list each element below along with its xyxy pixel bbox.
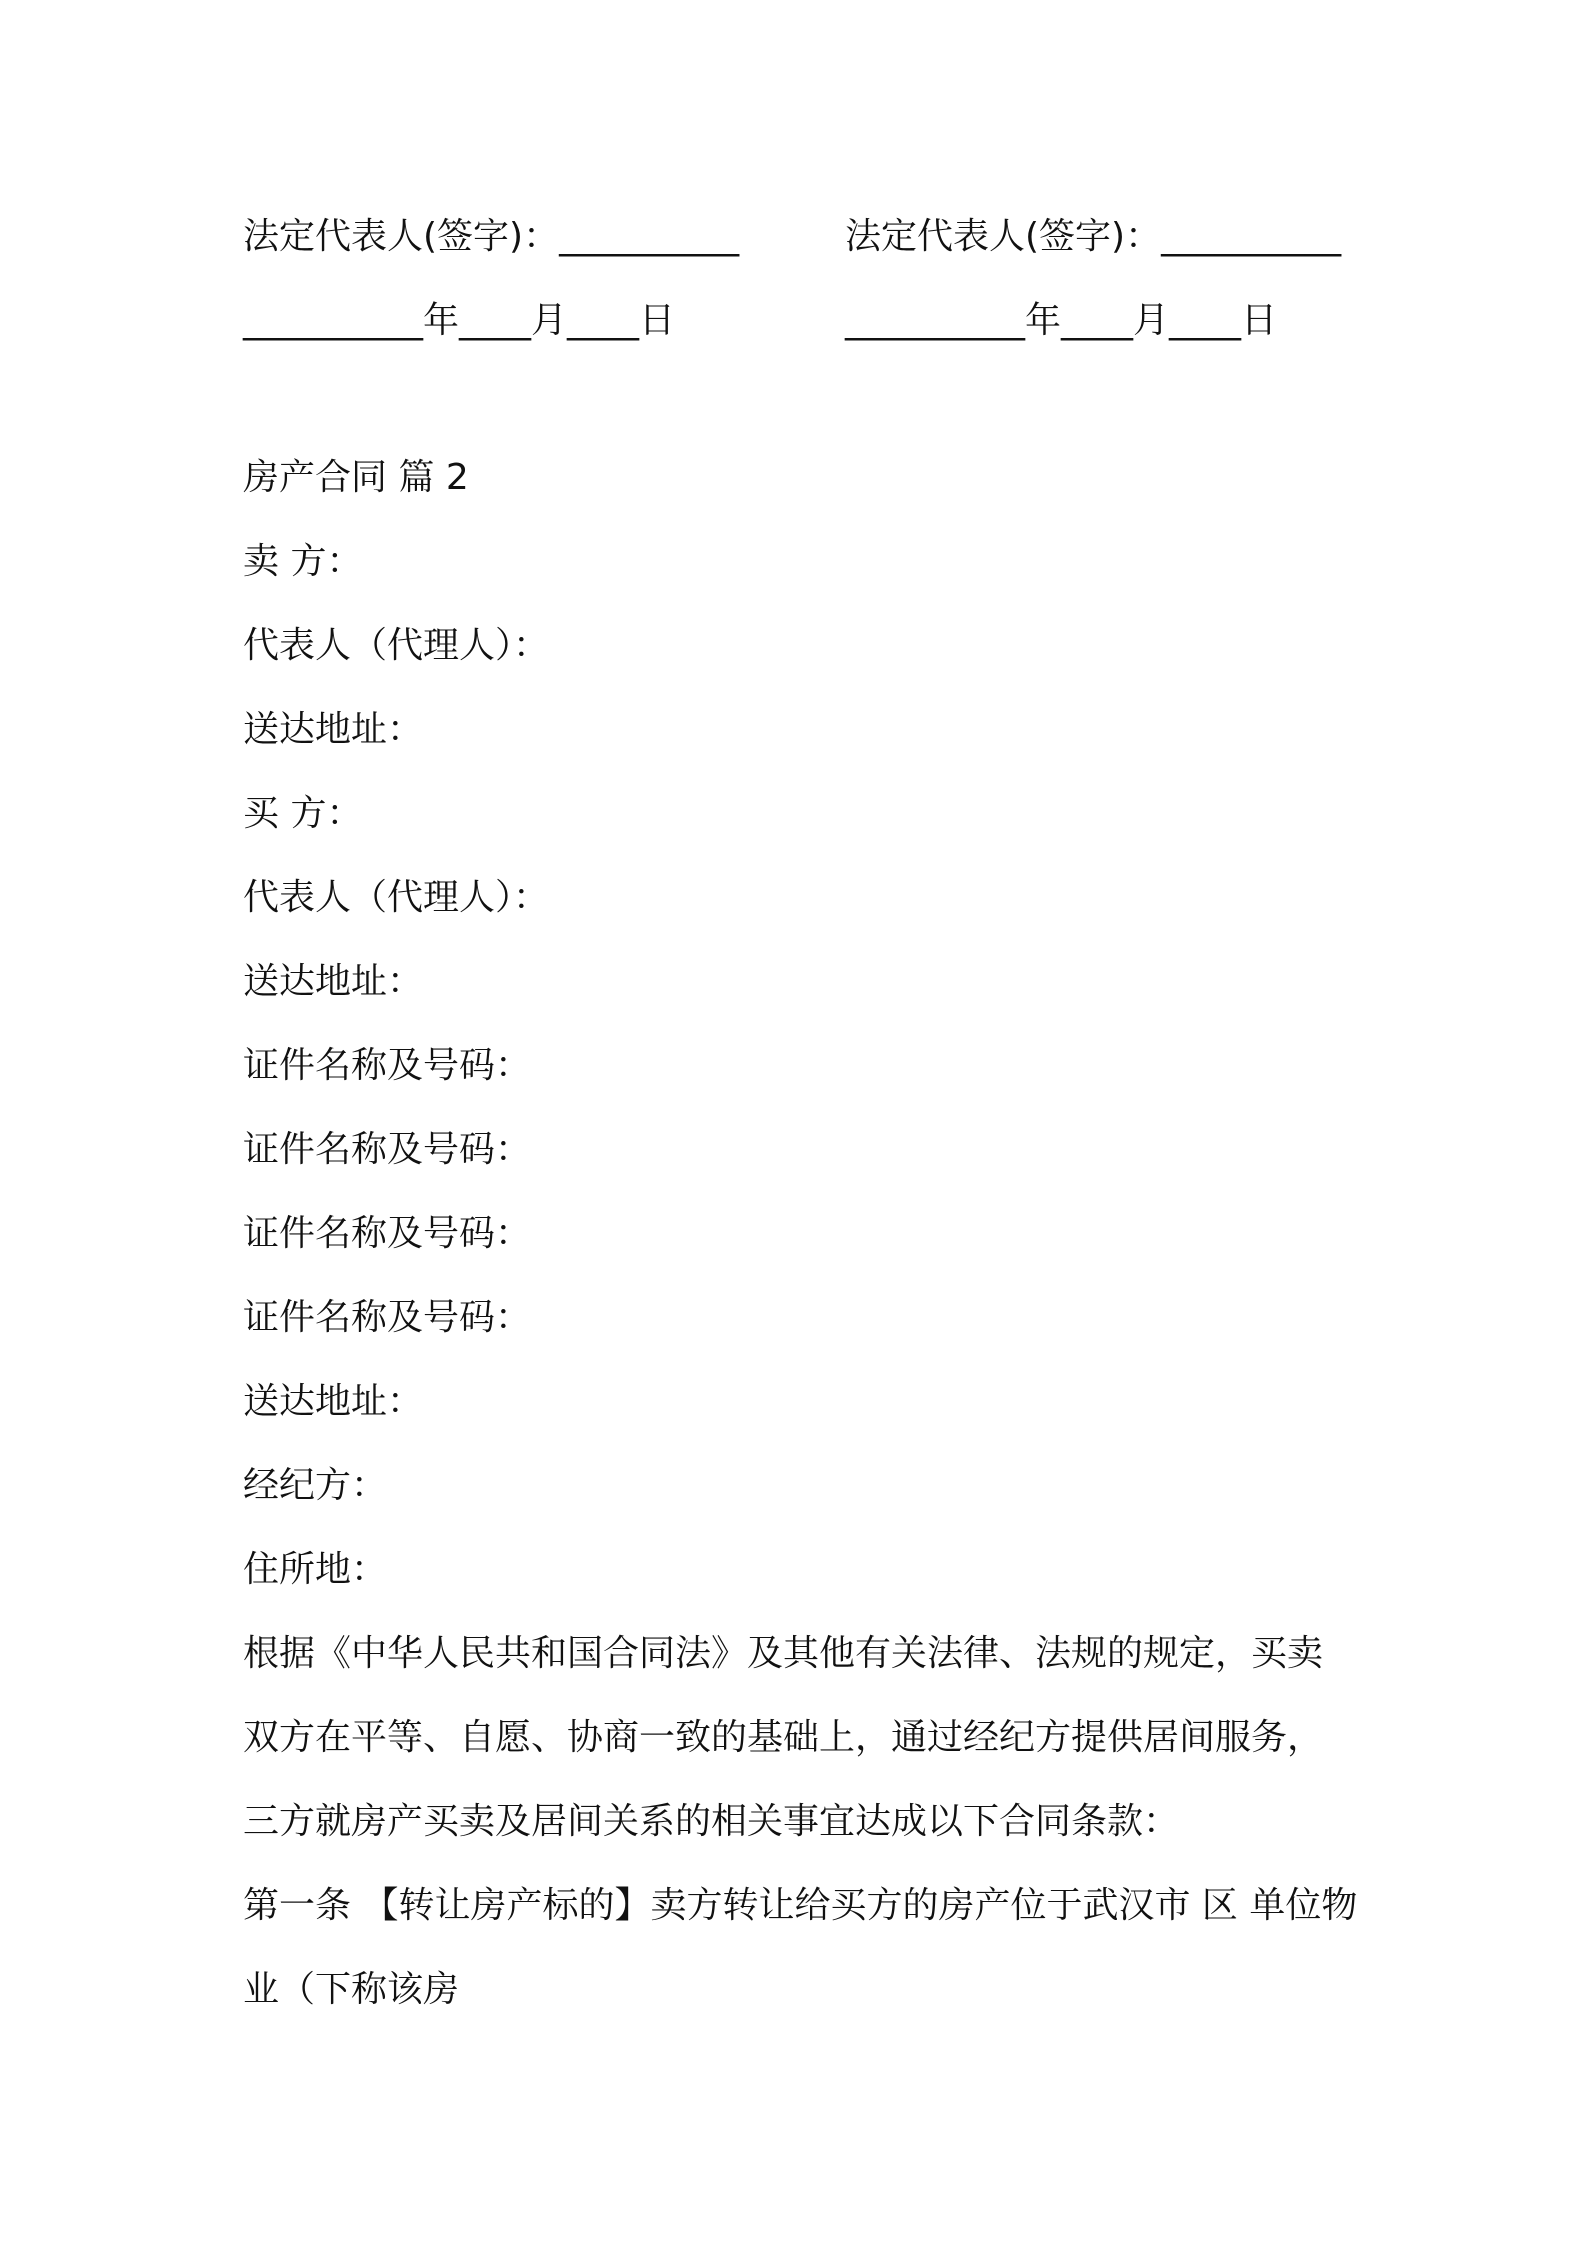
section-title: 房产合同 篇 2 (243, 457, 469, 498)
field-delivery-address: 送达地址： (243, 1381, 424, 1422)
legal-rep-signature-line: 法定代表人(签字)：__________ (845, 216, 1342, 257)
signature-block-right (845, 195, 1405, 363)
contract-body (243, 436, 1358, 2032)
article-1-paragraph: 第一条 【转让房产标的】卖方转让给买方的房产位于武汉市 区 单位物业（下称该房 (243, 1885, 1358, 2010)
signature-block-left (243, 195, 803, 363)
field-seller-representative: 代表人（代理人）： (243, 625, 550, 666)
signature-date-line: __________年____月____日 (845, 300, 1277, 341)
field-seller: 卖 方： (243, 541, 363, 582)
intro-paragraph: 根据《中华人民共和国合同法》及其他有关法律、法规的规定，买卖双方在平等、自愿、协商一致的基础上，通过经纪方提供居间服务，三方就房产买卖及居间关系的相关事宜达成以下合同条款： (243, 1633, 1324, 1842)
field-broker: 经纪方： (243, 1465, 388, 1506)
signature-date-line: __________年____月____日 (243, 300, 675, 341)
legal-rep-signature-line: 法定代表人(签字)：__________ (243, 216, 740, 257)
field-id-document: 证件名称及号码： (243, 1045, 532, 1086)
field-buyer: 买 方： (243, 793, 363, 834)
field-buyer-address: 送达地址： (243, 961, 424, 1002)
field-seller-address: 送达地址： (243, 709, 424, 750)
field-id-document: 证件名称及号码： (243, 1297, 532, 1338)
field-id-document: 证件名称及号码： (243, 1129, 532, 1170)
field-domicile: 住所地： (243, 1549, 388, 1590)
field-buyer-representative: 代表人（代理人）： (243, 877, 550, 918)
field-id-document: 证件名称及号码： (243, 1213, 532, 1254)
